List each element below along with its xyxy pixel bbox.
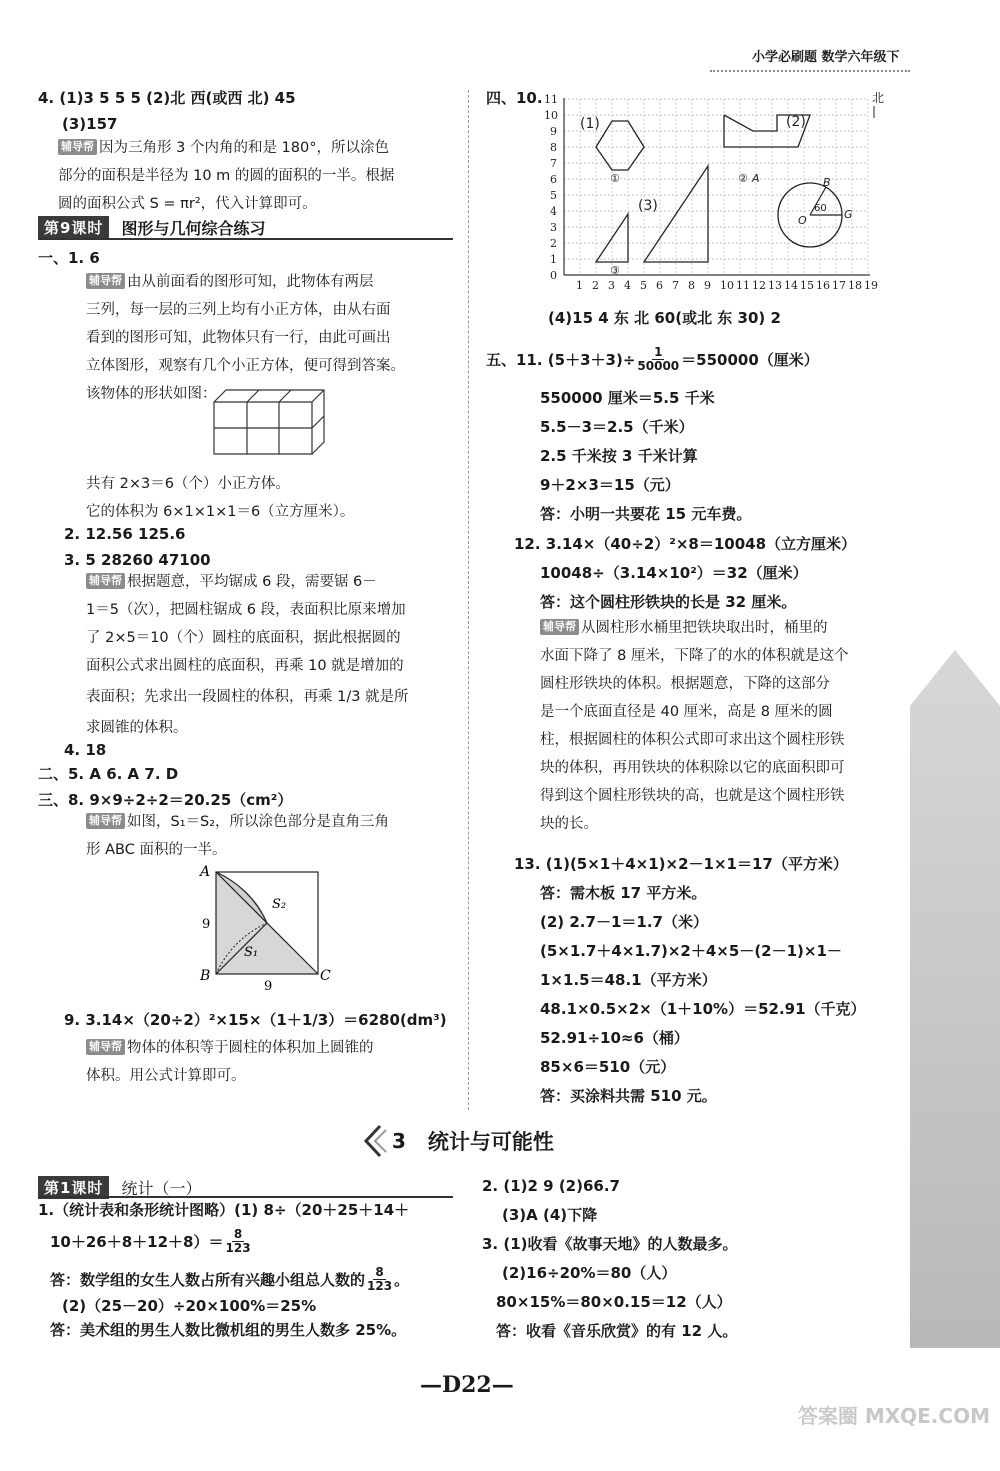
- y-tick-label: 3: [550, 221, 557, 234]
- x-tick-label: 14: [784, 279, 798, 292]
- s1-q1: 一、1. 6: [38, 249, 100, 267]
- x-tick-label: 16: [816, 279, 830, 292]
- label-c3: ③: [610, 264, 620, 277]
- y-tick-label: 10: [544, 109, 558, 122]
- hint-badge: 辅导帮: [58, 139, 97, 155]
- q1-hint: 辅导帮 由从前面看的图形可知，此物体有两层 三列，每一层的三列上均有小正方体，由从右面 看到的图形可知，此物体只有一行，由此可画出 立体图形，观察有几个小正方体，便可得到答案。 该物体的形状如图：: [86, 274, 405, 402]
- q8-hint: 辅导帮 如图，S₁＝S₂，所以涂色部分是直角三角 形 ABC 面积的一半。: [86, 814, 390, 858]
- label-S2: S₂: [272, 897, 287, 912]
- x-tick-label: 11: [736, 279, 750, 292]
- label-p1: (1): [580, 116, 600, 132]
- label-p3: (3): [638, 198, 658, 214]
- y-tick-label: 2: [550, 237, 557, 250]
- x-tick-label: 10: [720, 279, 734, 292]
- label-c1: ①: [610, 172, 620, 185]
- y-tick-label: 6: [550, 173, 557, 186]
- label-bottom: 9: [264, 979, 273, 994]
- label-A: A: [200, 864, 211, 880]
- q4-hint: 辅导帮 因为三角形 3 个内角的和是 180°，所以涂色 部分的面积是半径为 10 m 的圆的面积的一半。根据 圆的面积公式 S = πr²，代入计算即可。: [58, 140, 395, 212]
- bl-line3: 答：数学组的女生人数占所有兴趣小组总人数的 $\frac{8}{123}$ 。: [50, 1265, 410, 1293]
- x-tick-label: 17: [832, 279, 846, 292]
- q11-lines: 550000 厘米＝5.5 千米 5.5－3＝2.5（千米） 2.5 千米按 3 千米计算 9＋2×3＝15（元） 答：小明一共要花 15 元车费。: [540, 389, 752, 523]
- y-tick-label: 7: [550, 157, 557, 170]
- lesson9-rule: [38, 238, 453, 240]
- q1-after: 共有 2×3＝6（个）小正方体。 它的体积为 6×1×1×1＝6（立方厘米）。: [86, 476, 355, 520]
- x-tick-label: 3: [608, 279, 615, 292]
- label-angle: 60: [814, 203, 827, 214]
- label-gA: A: [752, 172, 760, 185]
- column-divider: [468, 90, 469, 1110]
- x-tick-label: 19: [864, 279, 878, 292]
- q13-lines: 13. (1)(5×1＋4×1)×2－1×1＝17（平方米） 答：需木板 17 平方米。 (2) 2.7－1＝1.7（米） (5×1.7＋4×1.7)×2＋4×5－(2－1)×1－ 1×1.5＝48.1（平方米） 48.1×0.5×2×（1＋10%）＝52.91（千克） 52.91÷10≈6（桶） 85×6＝510（元） 答：买涂料共需 510 元。: [514, 855, 866, 1105]
- label-gO: O: [798, 214, 807, 227]
- x-tick-label: 2: [592, 279, 599, 292]
- label-S1: S₁: [244, 945, 259, 960]
- coordinate-grid: [540, 92, 885, 300]
- q9-hint: 辅导帮 物体的体积等于圆柱的体积加上圆锥的 体积。用公式计算即可。: [86, 1040, 374, 1084]
- x-tick-label: 1: [576, 279, 583, 292]
- q9: 9. 3.14×（20÷2）²×15×（1＋1/3）＝6280(dm³): [64, 1011, 447, 1029]
- chapter-heading: [362, 1124, 554, 1158]
- header-title: 小学必刷题 数学六年级下: [752, 50, 900, 65]
- q12-hint: 辅导帮 从圆柱形水桶里把铁块取出时，桶里的 水面下降了 8 厘米，下降了的水的体积就是这个 圆柱形铁块的体积。根据题意，下降的这部分 是一个底面直径是 40 厘米，高是 8 厘米的圆 柱，根据圆柱的体积公式即可求出这个圆柱形铁 块的体积，再用铁块的体积除以它的底面积即可 得到这个圆柱形铁块的高，也就是这个圆柱形铁 块的长。: [540, 620, 849, 832]
- x-tick-label: 8: [688, 279, 695, 292]
- x-tick-label: 13: [768, 279, 782, 292]
- br-lines: 2. (1)2 9 (2)66.7 (3)A (4)下降 3. (1)收看《故事天地》的人数最多。 (2)16÷20%＝80（人） 80×15%＝80×0.15＝12（人） 答：收看《音乐欣赏》的有 12 人。: [482, 1177, 738, 1340]
- bl-line5: 答：美术组的男生人数比微机组的男生人数多 25%。: [50, 1321, 407, 1339]
- bl-line1: 1.（统计表和条形统计图略）(1) 8÷（20＋25＋14＋: [38, 1201, 410, 1219]
- x-tick-label: 7: [672, 279, 679, 292]
- lesson1-heading: 第1课时 统计（一）: [38, 1176, 201, 1199]
- lesson1-rule: [38, 1196, 453, 1198]
- chapter-icon: [362, 1124, 388, 1158]
- y-tick-label: 9: [550, 125, 557, 138]
- section4-q10: 四、10.: [486, 89, 543, 107]
- label-side: 9: [202, 917, 211, 932]
- section3-q8: 三、8. 9×9÷2÷2＝20.25（cm²）: [38, 791, 293, 809]
- q3-hint: 辅导帮 根据题意，平均锯成 6 段，需要锯 6－ 1＝5（次），把圆柱锯成 6 段，表面积比原来增加 了 2×5＝10（个）圆柱的底面积，据此根据圆的 面积公式求出圆柱的底面积，再乘 10 就是增加的 表面积；先求出一段圆柱的体积，再乘 1/3 就是所 求圆锥的体积。: [86, 574, 409, 736]
- lesson-tag: 第9课时: [38, 216, 109, 239]
- lesson9-heading: [38, 216, 265, 239]
- label-p2: (2): [786, 114, 806, 130]
- triangle-figure: [196, 864, 346, 994]
- lesson-title: 图形与几何综合练习: [121, 219, 266, 238]
- q3: 3. 5 28260 47100: [64, 551, 211, 569]
- section2: 二、5. A 6. A 7. D: [38, 765, 179, 783]
- label-gG: G: [844, 208, 853, 221]
- bl-line2: 10＋26＋8＋12＋8）＝ $\frac{8}{123}$: [50, 1227, 251, 1255]
- x-tick-label: 9: [704, 279, 711, 292]
- q4-line1: 4. (1)3 5 5 5 (2)北 西(或西 北) 45: [38, 89, 296, 107]
- q11-title: 五、11. (5＋3＋3)÷ $\frac{1}{50000}$ ＝550000（厘米）: [486, 345, 819, 373]
- label-B: B: [200, 968, 211, 984]
- chapter-number: 3: [392, 1129, 406, 1153]
- x-tick-label: 6: [656, 279, 663, 292]
- x-tick-label: 15: [800, 279, 814, 292]
- side-decoration: [910, 650, 1000, 1348]
- page-number: —D22—: [420, 1372, 514, 1398]
- q2: 2. 12.56 125.6: [64, 525, 186, 543]
- header-divider: [710, 70, 910, 72]
- y-tick-label: 5: [550, 189, 557, 202]
- q4b: 4. 18: [64, 741, 107, 759]
- y-tick-label: 11: [544, 93, 558, 106]
- y-tick-label: 4: [550, 205, 557, 218]
- q10-answer: (4)15 4 东 北 60(或北 东 30) 2: [548, 309, 781, 327]
- watermark: 答案圈 MXQE.COM: [797, 1404, 990, 1428]
- q12-lines: 12. 3.14×（40÷2）²×8＝10048（立方厘米） 10048÷（3.14×10²）＝32（厘米） 答：这个圆柱形铁块的长是 32 厘米。: [514, 535, 857, 611]
- y-tick-label: 1: [550, 253, 557, 266]
- y-tick-label: 8: [550, 141, 557, 154]
- q4-line2: (3)157: [62, 115, 118, 133]
- north-label: 北: [872, 92, 885, 105]
- x-tick-label: 12: [752, 279, 766, 292]
- label-c2: ②: [738, 172, 748, 185]
- x-tick-label: 18: [848, 279, 862, 292]
- x-tick-label: 4: [624, 279, 631, 292]
- cube-figure: [210, 388, 330, 468]
- x-tick-label: 5: [640, 279, 647, 292]
- y-tick-label: 0: [550, 269, 557, 282]
- label-gB: B: [823, 176, 831, 189]
- label-C: C: [320, 968, 331, 984]
- bl-line4: (2)（25－20）÷20×100%＝25%: [62, 1297, 317, 1315]
- chapter-title: 统计与可能性: [427, 1130, 554, 1154]
